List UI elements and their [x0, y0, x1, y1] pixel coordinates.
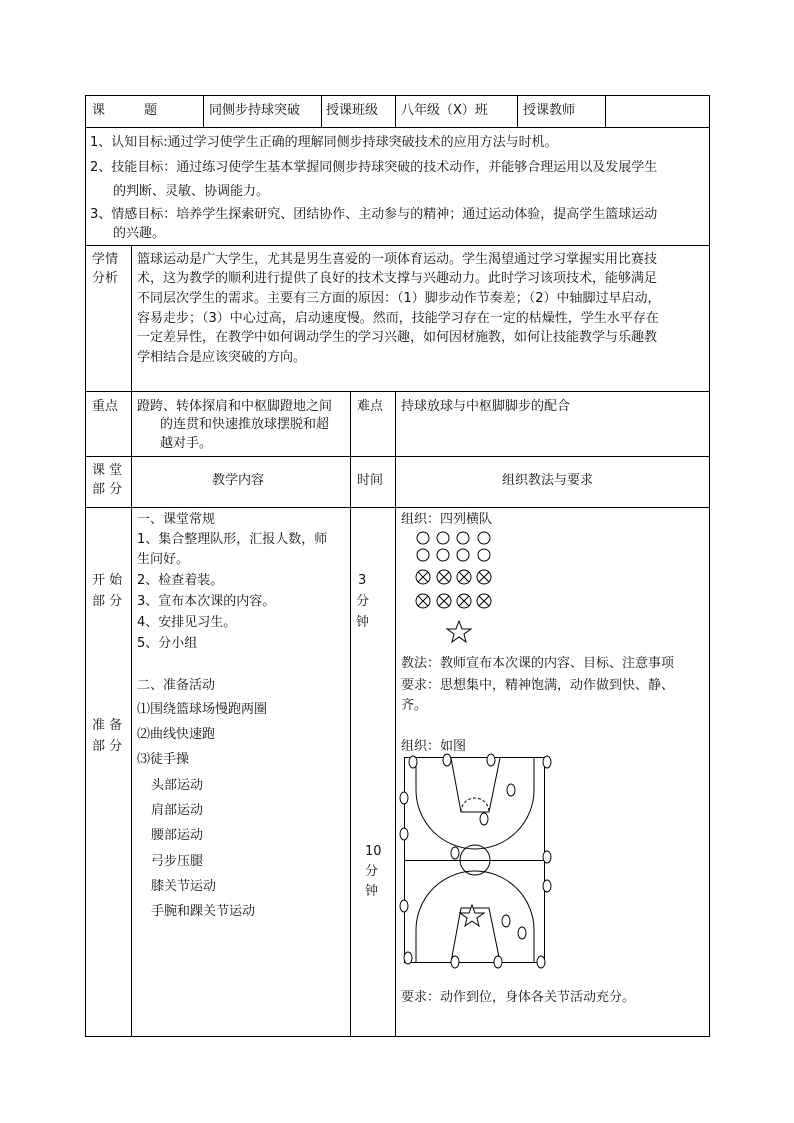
- analysis-line: 篮球运动是广大学生，尤其是男生喜爱的一项体育运动。学生渴望通过学习掌握实用比赛技: [137, 252, 658, 267]
- time-value: 10: [365, 844, 382, 859]
- time-value: 3: [358, 573, 367, 588]
- req-line: 要求：动作到位，身体各关节活动充分。: [401, 990, 636, 1005]
- class-value: 八年级（X）班: [401, 103, 488, 118]
- req-line: 齐。: [401, 698, 428, 713]
- org-line: 组织：如图: [401, 739, 467, 754]
- routine-item: 5、分小组: [137, 636, 198, 651]
- part-head: 课 堂: [92, 463, 123, 478]
- key-line: 蹬跨、转体探肩和中枢脚蹬地之间: [137, 399, 333, 414]
- class-label: 授课班级: [326, 103, 379, 118]
- key-lane: [451, 758, 500, 812]
- warmup-item: ⑵曲线快速跑: [137, 727, 216, 742]
- start-part-label: 开 始: [92, 573, 123, 588]
- routine-item: 生问好。: [137, 552, 190, 567]
- routine-item: 4、安排见习生。: [137, 615, 237, 630]
- warmup-item: ⑴围绕篮球场慢跑两圈: [137, 702, 268, 717]
- exercise-item: 腰部运动: [151, 828, 204, 843]
- analysis-label: 分析: [92, 271, 119, 286]
- routine-item: 1、集合整理队形，汇报人数，师: [137, 532, 328, 547]
- org-line: 组织：四列横队: [401, 512, 493, 527]
- subject-label: 课 题: [92, 103, 158, 118]
- prep-part-label: 部 分: [92, 739, 123, 754]
- analysis-line: 容易走步；（3）中心过高，启动速度慢。然而，技能学习存在一定的枯燥性，学生水平存在: [137, 311, 659, 326]
- analysis-line: 不同层次学生的需求。主要有三方面的原因：（1）脚步动作节奏差；（2）中轴脚过早启动，: [137, 291, 661, 306]
- analysis-label: 学情: [92, 252, 119, 267]
- exercise-item: 弓步压腿: [151, 854, 204, 869]
- analysis-line: 一定差异性，在教学中如何调动学生的学习兴趣，如何因材施教，如何让技能教学与乐趣教: [137, 330, 658, 345]
- warmup-title: 二、准备活动: [137, 678, 216, 693]
- analysis-line: 术，这为教学的顺利进行提供了良好的技术支撑与兴趣动力。此时学习该项技术，能够满足: [137, 271, 658, 286]
- time-unit: 分: [365, 864, 379, 879]
- routine-item: 3、宣布本次课的内容。: [137, 594, 276, 609]
- prep-part-label: 准 备: [92, 718, 123, 733]
- method-head: 组织教法与要求: [502, 473, 594, 488]
- subject-value: 同侧步持球突破: [209, 103, 301, 118]
- objective-line: 3、情感目标：培养学生探索研究、团结协作、主动参与的精神；通过运动体验，提高学生篮球运动: [90, 207, 658, 222]
- objective-line: 1、认知目标:通过学习使学生正确的理解同侧步持球突破技术的应用方法与时机。: [90, 135, 558, 150]
- content-head: 教学内容: [212, 473, 265, 488]
- objective-line: 2、技能目标：通过练习使学生基本掌握同侧步持球突破的技术动作，并能够合理运用以及发展学生: [90, 160, 658, 175]
- teacher-label: 授课教师: [523, 103, 576, 118]
- time-unit: 钟: [365, 884, 379, 899]
- exercise-item: 肩部运动: [151, 803, 204, 818]
- objective-line: 的判断、灵敏、协调能力。: [113, 184, 270, 199]
- time-unit: 钟: [356, 615, 370, 630]
- key-line: 的连贯和快速推放球摆脱和超: [160, 417, 330, 432]
- exercise-item: 手腕和踝关节运动: [151, 904, 256, 919]
- objective-line: 的兴趣。: [113, 226, 166, 241]
- three-point-arc: [416, 758, 534, 849]
- free-throw-arc: [461, 798, 489, 812]
- req-line: 要求：思想集中，精神饱满，动作做到快、静、: [401, 678, 675, 693]
- exercise-item: 头部运动: [151, 778, 204, 793]
- analysis-line: 学相结合是应该突破的方向。: [137, 350, 307, 365]
- part-head: 部 分: [92, 482, 123, 497]
- difficulty-label: 难点: [357, 399, 384, 414]
- time-head: 时间: [357, 473, 384, 488]
- time-unit: 分: [356, 594, 370, 609]
- start-part-label: 部 分: [92, 594, 123, 609]
- teach-line: 教法：教师宣布本次课的内容、目标、注意事项: [401, 656, 675, 671]
- routine-title: 一、课堂常规: [137, 512, 216, 527]
- warmup-item: ⑶徒手操: [137, 752, 190, 767]
- key-label: 重点: [92, 399, 119, 414]
- key-line: 越对手。: [160, 436, 213, 451]
- routine-item: 2、检查着装。: [137, 573, 224, 588]
- difficulty-value: 持球放球与中枢脚脚步的配合: [401, 399, 571, 414]
- exercise-item: 膝关节运动: [151, 879, 217, 894]
